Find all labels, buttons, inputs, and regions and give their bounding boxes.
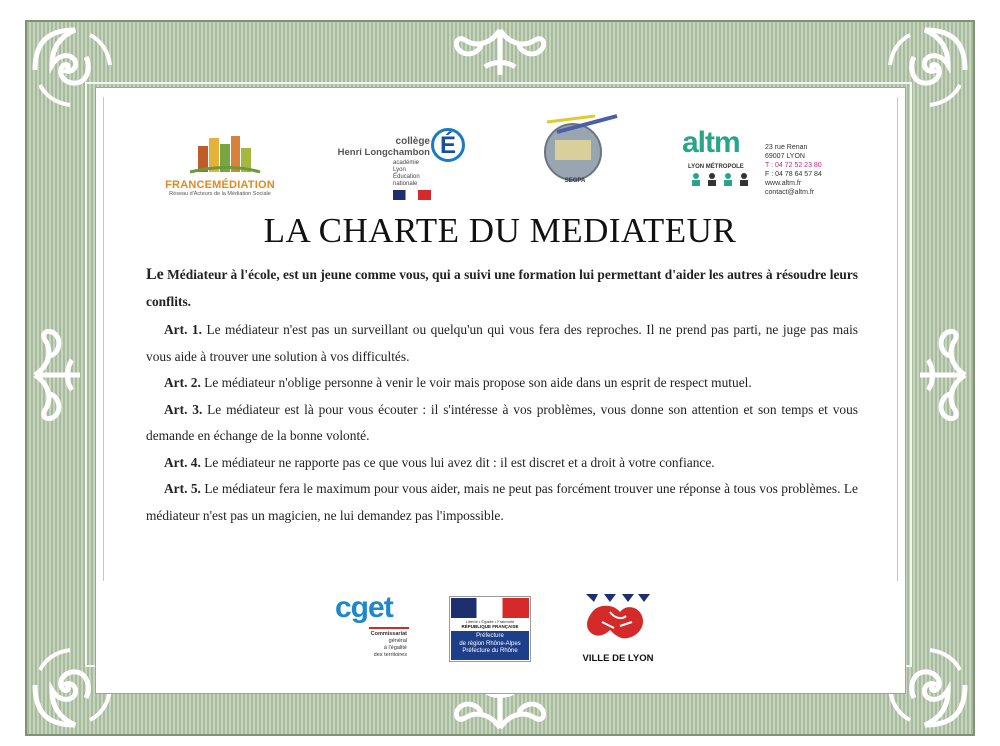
cget-name: cget	[335, 591, 393, 624]
buildings-icon	[160, 132, 280, 174]
french-flag-icon	[393, 190, 431, 200]
ville-de-lyon-logo	[580, 590, 656, 664]
cget-line4: des territoires	[373, 652, 407, 658]
segpa-logo	[537, 110, 627, 200]
prefecture-line4: de région Rhône-Alpes	[459, 640, 521, 647]
college-line2: Henri Longchambon	[337, 147, 430, 158]
intro-paragraph	[146, 262, 858, 315]
altm-subtitle: LYON MÉTROPOLE	[688, 164, 744, 170]
college-sub4: nationale	[393, 181, 418, 187]
left-center-ornament	[30, 320, 85, 430]
article-4-text: Le médiateur ne rapporte pas ce que vous lui avez dit : il est discret et a droit à votre confiance.	[200, 454, 715, 470]
altm-tel: T : 04 72 52 23 80	[765, 162, 822, 169]
page-title: LA CHARTE DU MEDIATEUR	[263, 211, 737, 250]
cget-logo	[335, 593, 410, 665]
prefecture-line5: Préfecture du Rhône	[462, 648, 518, 654]
people-icon	[686, 172, 756, 186]
right-center-ornament	[915, 320, 970, 430]
cget-line1: Commissariat	[370, 631, 407, 637]
college-sub2: Lyon	[393, 167, 406, 173]
college-line1: collège	[395, 136, 430, 147]
college-logo	[335, 128, 470, 203]
top-center-ornament	[445, 25, 555, 80]
article-4-label: Art. 4.	[164, 454, 201, 470]
intro-first-word: Le	[146, 266, 164, 283]
article-5	[146, 476, 858, 529]
article-2	[146, 370, 858, 397]
segpa-name: SEGPA	[564, 178, 586, 184]
prefecture-logo	[449, 596, 531, 662]
article-1	[146, 317, 858, 370]
prefecture-motto: Liberté • Égalité • Fraternité	[465, 619, 515, 624]
altm-fax: F : 04 78 64 57 84	[765, 171, 822, 178]
article-3	[146, 397, 858, 450]
charter-text	[146, 262, 858, 529]
article-2-text: Le médiateur n'oblige personne à venir le voir mais propose son aide dans un esprit de respect mutuel.	[200, 375, 752, 390]
lyon-name: VILLE DE LYON	[582, 653, 654, 664]
francemediation-tagline: Réseau d'Acteurs de la Médiation Sociale	[169, 191, 271, 197]
globe-icon	[537, 110, 627, 185]
article-1-label: Art. 1.	[164, 322, 202, 337]
college-sub1: académie	[393, 160, 420, 166]
altm-address: 23 rue Renan	[765, 144, 808, 151]
cget-line3: à l'égalité	[383, 645, 407, 651]
altm-logo	[682, 128, 832, 203]
cget-line2: général	[388, 638, 407, 644]
marianne-icon	[451, 598, 529, 618]
altm-city: 69007 LYON	[765, 153, 805, 160]
article-3-label: Art. 3.	[164, 401, 203, 417]
article-5-text: Le médiateur fera le maximum pour vous aider, mais ne peut pas forcément trouver une réponse à tous vos problèmes. Le médiateur n'est pas un magicien, ne lui demandez pas l'impossible.	[146, 481, 858, 523]
college-e-letter: É	[431, 128, 465, 162]
lion-emblem-icon	[580, 590, 656, 646]
altm-web: www.altm.fr	[765, 180, 802, 187]
francemediation-logo	[160, 132, 280, 197]
article-5-label: Art. 5.	[164, 481, 201, 496]
altm-email: contact@altm.fr	[765, 189, 815, 196]
intro-text: Médiateur à l'école, est un jeune comme vous, qui a suivi une formation lui permettant d'aider les autres à résoudre leurs conflits.	[146, 267, 858, 309]
francemediation-name: FRANCEMÉDIATION	[165, 179, 275, 191]
prefecture-line3: Préfecture	[476, 633, 504, 639]
college-sub3: Éducation	[393, 174, 420, 180]
article-2-label: Art. 2.	[164, 375, 201, 390]
prefecture-republic: RÉPUBLIQUE FRANÇAISE	[461, 624, 519, 629]
article-4	[146, 450, 858, 477]
article-3-text: Le médiateur est là pour vous écouter : il s'intéresse à vos problèmes, vous donne son attention et son temps et vous demande en échange de la bonne volonté.	[146, 401, 858, 443]
altm-name: altm	[682, 126, 740, 159]
article-1-text: Le médiateur n'est pas un surveillant ou quelqu'un qui vous fera des reproches. Il ne prend pas parti, ne juge pas mais vous aide à trouver une solution à vos difficultés.	[146, 322, 858, 364]
